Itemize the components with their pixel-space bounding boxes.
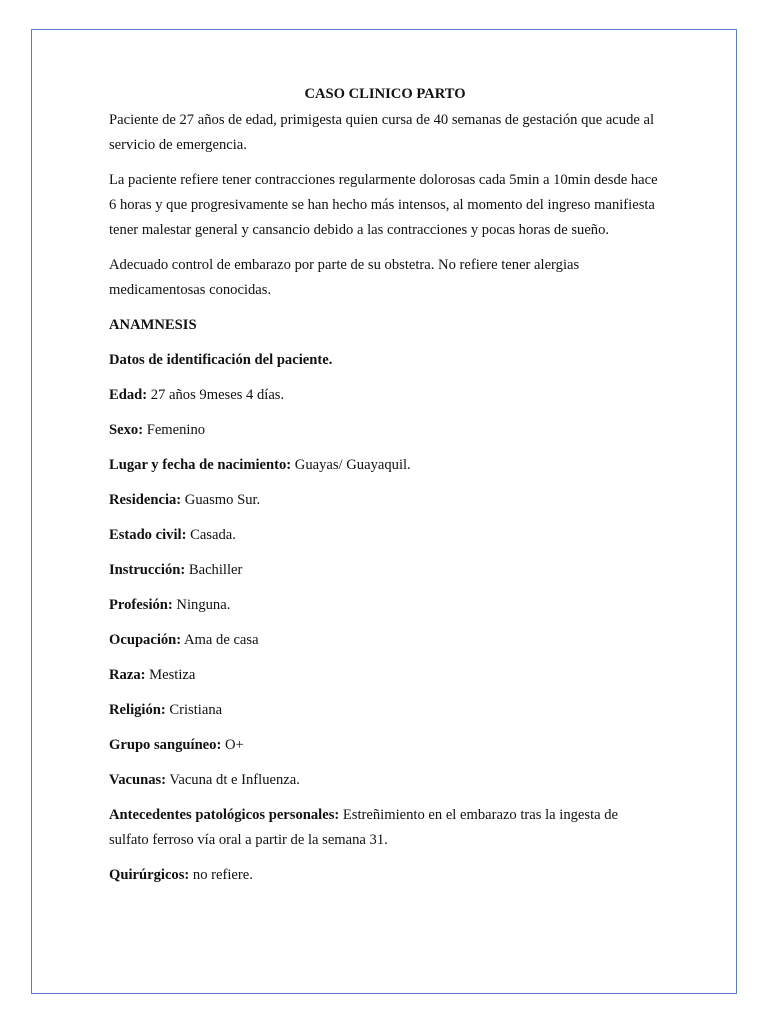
field-value: Ninguna. bbox=[172, 597, 231, 613]
field-label: Profesión: bbox=[109, 597, 173, 613]
field-value: Femenino bbox=[143, 422, 206, 438]
field-label: Lugar y fecha de nacimiento: bbox=[109, 457, 292, 473]
field-value: Guayas/ Guayaquil. bbox=[291, 457, 411, 473]
field-estado-civil bbox=[109, 523, 661, 548]
field-sexo bbox=[109, 418, 661, 443]
field-value: Bachiller bbox=[185, 562, 243, 578]
subsection-heading-identification: Datos de identificación del paciente. bbox=[109, 352, 333, 368]
field-label: Sexo: bbox=[109, 422, 144, 438]
field-label: Quirúrgicos: bbox=[109, 867, 190, 883]
field-value: Mestiza bbox=[145, 667, 196, 683]
field-ocupacion bbox=[109, 628, 661, 653]
field-instruccion bbox=[109, 558, 661, 583]
field-religion bbox=[109, 698, 661, 723]
field-value: Casada. bbox=[186, 527, 236, 543]
field-label: Raza: bbox=[109, 667, 146, 683]
field-value: Guasmo Sur. bbox=[181, 492, 261, 508]
field-value: Cristiana bbox=[165, 702, 223, 718]
field-value: O+ bbox=[221, 737, 244, 753]
field-vacunas bbox=[109, 768, 661, 793]
contractions-paragraph: La paciente refiere tener contracciones regularmente dolorosas cada 5min a 10min desde hace 6 horas y que progresivamente se han hecho más intensos, al momento del ingreso manifiesta tener malestar general y cansancio debido a las contracciones y pocas horas de sueño. bbox=[109, 172, 658, 238]
field-antecedentes-patologicos bbox=[109, 803, 661, 853]
field-value: Ama de casa bbox=[181, 632, 259, 648]
document-body bbox=[109, 84, 661, 898]
document-title: CASO CLINICO PARTO bbox=[304, 86, 466, 102]
field-label: Edad: bbox=[109, 387, 148, 403]
field-lugar-nacimiento bbox=[109, 453, 661, 478]
intro-paragraph: Paciente de 27 años de edad, primigesta quien cursa de 40 semanas de gestación que acude al servicio de emergencia. bbox=[109, 112, 655, 153]
field-value: no refiere. bbox=[189, 867, 253, 883]
field-value: Vacuna dt e Influenza. bbox=[166, 772, 300, 788]
field-edad bbox=[109, 383, 661, 408]
prenatal-control-paragraph: Adecuado control de embarazo por parte de su obstetra. No refiere tener alergias medicamentosas conocidas. bbox=[109, 257, 580, 298]
field-label: Religión: bbox=[109, 702, 166, 718]
field-label: Vacunas: bbox=[109, 772, 167, 788]
field-value: 27 años 9meses 4 días. bbox=[147, 387, 285, 403]
field-profesion bbox=[109, 593, 661, 618]
section-heading-anamnesis: ANAMNESIS bbox=[109, 317, 197, 333]
field-label: Ocupación: bbox=[109, 632, 182, 648]
field-grupo-sanguineo bbox=[109, 733, 661, 758]
field-label: Estado civil: bbox=[109, 527, 187, 543]
field-label: Grupo sanguíneo: bbox=[109, 737, 222, 753]
field-raza bbox=[109, 663, 661, 688]
field-residencia bbox=[109, 488, 661, 513]
field-label: Antecedentes patológicos personales: bbox=[109, 807, 340, 823]
field-quirurgicos bbox=[109, 863, 661, 888]
field-value: Estreñimiento en el embarazo tras la ingesta de sulfato ferroso vía oral a partir de la semana 31. bbox=[109, 807, 619, 848]
field-label: Residencia: bbox=[109, 492, 182, 508]
field-label: Instrucción: bbox=[109, 562, 186, 578]
